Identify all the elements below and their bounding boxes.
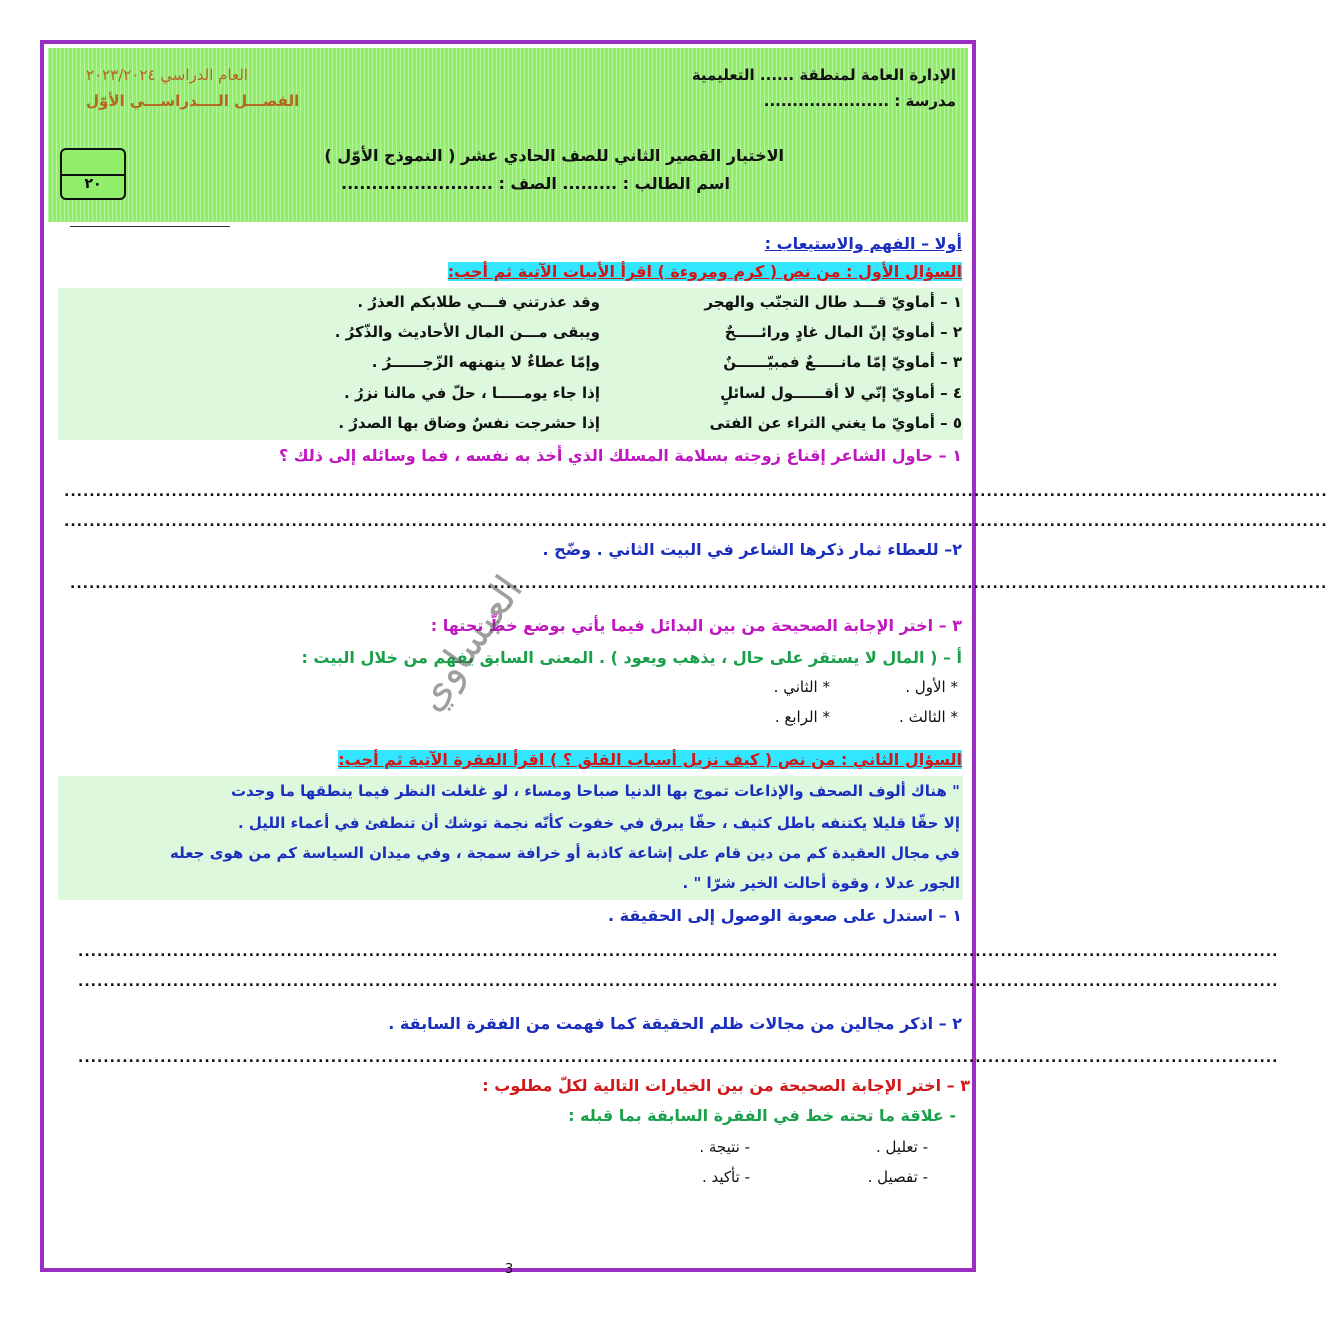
option-result[interactable]: - نتيجة . <box>699 1138 750 1156</box>
semester: الفصـــل الــــدراســـي الأوّل <box>86 92 300 110</box>
verse-1-first: ١ – أماويّ قـــد طال التجنّب والهجر <box>704 293 962 311</box>
student-info: اسم الطالب : ......... الصف : ......................... <box>341 174 730 193</box>
answer-line-5[interactable]: .............................................................................................................................................................................................. <box>78 974 1279 990</box>
verse-5-first: ٥ – أماويّ ما يغني الثراء عن الفتى <box>709 414 962 432</box>
para-line-2: إلا حقّا قليلا يكتنفه باطل كثيف ، حقّا يبرق في خفوت كأنّه نجمة توشك أن تنطفئ في أعماء الليل . <box>238 814 960 832</box>
section-title: أولا – الفهم والاستيعاب : <box>764 234 962 253</box>
watermark: العيساوي <box>406 567 533 720</box>
score-box <box>60 148 126 200</box>
verse-2-first: ٢ – أماويّ إنّ المال غادٍ ورائـــــحٌ <box>724 323 962 341</box>
answer-line-1[interactable]: ........................................................................................................................................................................................................ <box>64 484 1328 500</box>
school-line: مدرسة : ...................... <box>763 92 956 110</box>
option-third[interactable]: * الثالث . <box>899 708 958 726</box>
q1-title: السؤال الأول : من نص ( كرم ومروءة ) اقرأ الأبيات الآتية ثم أجب: <box>447 262 962 281</box>
academic-year: العام الدراسي ٢٠٢٣/٢٠٢٤ <box>86 66 248 84</box>
verse-1-second: وقد عذرتني فـــي طلابكم العذرُ . <box>357 293 600 311</box>
answer-line-4[interactable]: .............................................................................................................................................................................................. <box>78 944 1279 960</box>
q1-1: ١ – حاول الشاعر إقناع زوجته بسلامة المسلك الذي أخذ به نفسه ، فما وسائله إلى ذلك ؟ <box>279 446 962 465</box>
verse-3-first: ٣ – أماويّ إمّا مانـــــعٌ فمبيّــــــنٌ <box>723 353 962 371</box>
q1-3a: أ – ( المال لا يستقر على حال ، يذهب ويعود ) . المعنى السابق يفهم من خلال البيت : <box>301 648 962 667</box>
q1-3: ٣ – اختر الإجابة الصحيحة من بين البدائل فيما يأتي بوضع خطّ تحتها : <box>430 616 962 635</box>
answer-line-2[interactable]: ........................................................................................................................................................................................................ <box>64 514 1328 530</box>
answer-line-6[interactable]: .............................................................................................................................................................................................. <box>78 1050 1279 1066</box>
verse-4-first: ٤ – أماويّ إنّي لا أقــــــول لسائلٍ <box>720 384 962 402</box>
verse-3-second: وإمّا عطاءٌ لا ينهنهه الزّجــــــرُ . <box>371 353 600 371</box>
para-line-3: في مجال العقيدة كم من دين قام على إشاعة كاذبة أو خرافة سمجة ، وفي ميدان السياسة كم من هوى جعله <box>170 844 960 862</box>
verse-4-second: إذا جاء يومـــــا ، حلّ في مالنا نزرُ . <box>344 384 600 402</box>
option-detail[interactable]: - تفصيل . <box>867 1168 928 1186</box>
q2-3a: - علاقة ما تحته خط في الفقرة السابقة بما قبله : <box>568 1106 956 1125</box>
option-reason[interactable]: - تعليل . <box>876 1138 928 1156</box>
exam-title: الاختبار القصير الثاني للصف الحادي عشر ( النموذج الأوّل ) <box>324 146 784 165</box>
option-first[interactable]: * الأول . <box>905 678 958 696</box>
q2-3: ٣ – اختر الإجابة الصحيحة من بين الخيارات التالية لكلّ مطلوب : <box>482 1076 970 1095</box>
q1-2: ٢– للعطاء ثمار ذكرها الشاعر في البيت الثاني . وضّح . <box>542 540 962 559</box>
option-second[interactable]: * الثاني . <box>773 678 830 696</box>
option-fourth[interactable]: * الرابع . <box>774 708 830 726</box>
q2-2: ٢ – اذكر مجالين من مجالات ظلم الحقيقة كما فهمت من الفقرة السابقة . <box>388 1014 962 1033</box>
para-line-4: الجور عدلا ، وقوة أحالت الخير شرّا " . <box>682 874 960 892</box>
score-total: ٢٠ <box>84 176 102 192</box>
verse-2-second: ويبقى مـــن المال الأحاديث والذّكرُ . <box>334 323 600 341</box>
divider <box>70 226 230 227</box>
q2-title: السؤال الثاني : من نص ( كيف نزيل أسباب القلق ؟ ) اقرأ الفقرة الآتية ثم أجب: <box>338 750 962 769</box>
admin-line: الإدارة العامة لمنطقة ...... التعليمية <box>691 66 956 84</box>
para-line-1: " هناك ألوف الصحف والإذاعات تموج بها الدنيا صباحا ومساء ، لو غلغلت النظر فيما ينطقها ما وجدت <box>230 782 960 800</box>
q2-1: ١ – استدل على صعوبة الوصول إلى الحقيقة . <box>607 906 962 925</box>
answer-line-3[interactable]: ....................................................................................................................................................................................................... <box>70 576 1328 592</box>
page-number: 3 <box>505 1262 514 1277</box>
verse-5-second: إذا حشرجت نفسٌ وضاق بها الصدرُ . <box>338 414 600 432</box>
option-emphasis[interactable]: - تأكيد . <box>701 1168 750 1186</box>
